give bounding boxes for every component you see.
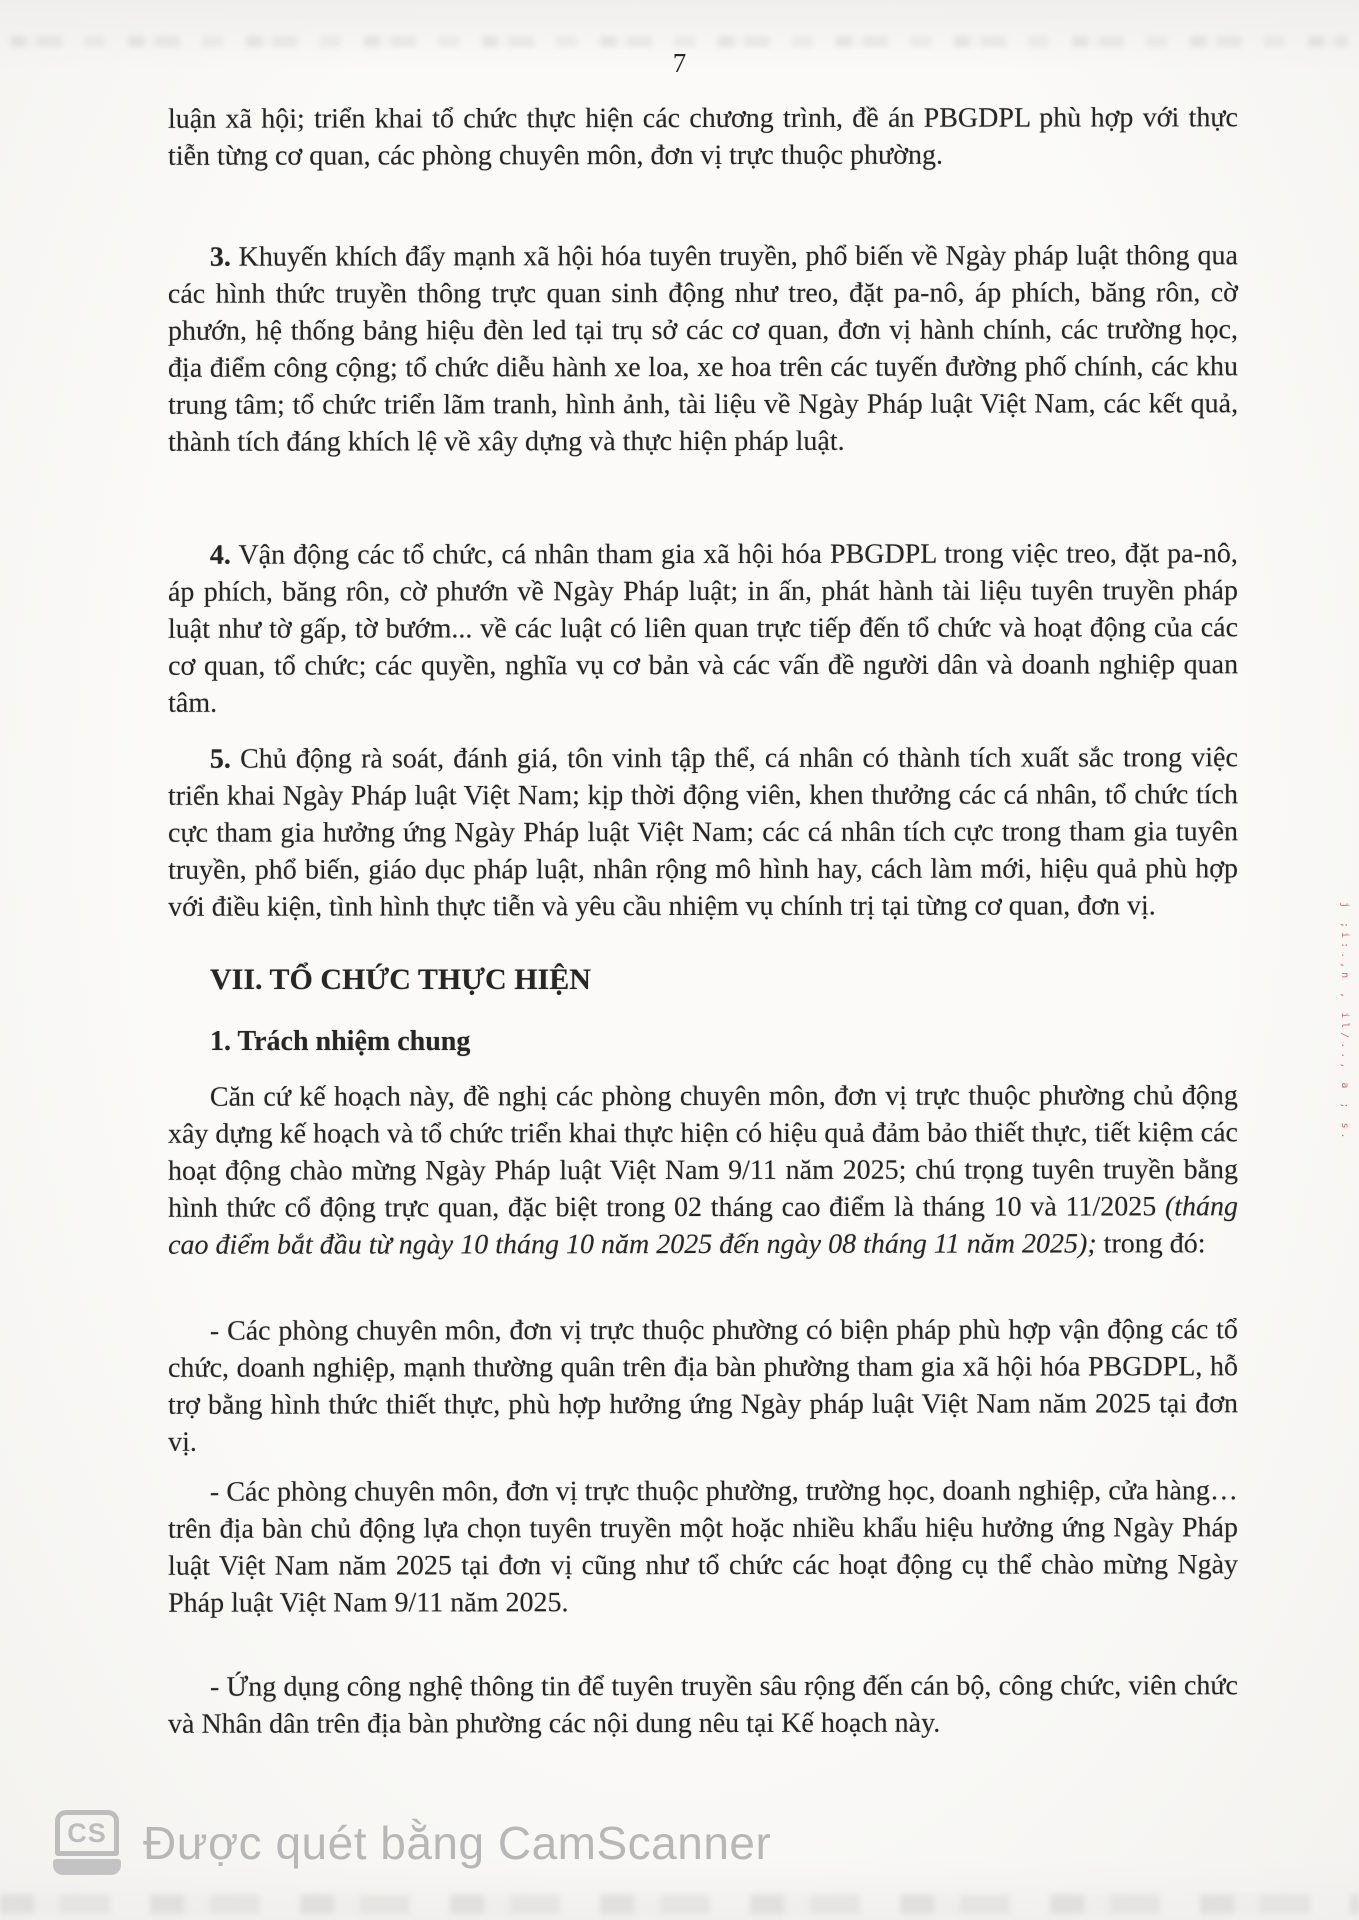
paragraph-5-text: Chủ động rà soát, đánh giá, tôn vinh tập thể, cá nhân có thành tích xuất sắc trong việc triển khai Ngày Pháp luật Việt Nam; kịp thời động viên, khen thưởng các cá nhân, tổ chức tích cực tham gia hưởng ứng Ngày Pháp luật Việt Nam; các cá nhân tích cực trong tham gia tuyên truyền, phổ biến, giáo dục pháp luật, nhân rộng mô hình hay, cách làm mới, hiệu quả phù hợp với điều kiện, tình hình thực tiễn và yêu cầu nhiệm vụ chính trị tại từng cơ quan, đơn vị. <box>167 742 1239 923</box>
paragraph-3 <box>168 237 1238 460</box>
page-number: 7 <box>672 48 687 78</box>
paragraph-3-text: Khuyến khích đẩy mạnh xã hội hóa tuyên truyền, phổ biến về Ngày pháp luật thông qua các hình thức truyền thông trực quan sinh động như treo, đặt pa-nô, áp phích, băng rôn, cờ phướn, hệ thống bảng hiệu đèn led tại trụ sở các cơ quan, đơn vị hành chính, các trường học, địa điểm công cộng; tổ chức diễu hành xe loa, xe hoa trên các tuyến đường phố chính, các khu trung tâm; tổ chức triển lãm tranh, hình ảnh, tài liệu về Ngày Pháp luật Việt Nam, các kết quả, thành tích đáng khích lệ về xây dựng và thực hiện pháp luật. <box>167 240 1239 458</box>
margin-annotation-red-marks: j ;i:.,n , il/.., a ; s. <box>1339 902 1350 1143</box>
camscanner-logo-icon <box>55 1810 121 1875</box>
paragraph-responsibility-tail: trong đó: <box>1096 1228 1206 1260</box>
scan-noise-band-bottom <box>0 1894 1359 1914</box>
paragraph-responsibility-lead: Căn cứ kế hoạch này, đề nghị các phòng chuyên môn, đơn vị trực thuộc phường chủ động xây dựng kế hoạch và tổ chức triển khai thực hiện có hiệu quả đảm bảo thiết thực, tiết kiệm các hoạt động chào mừng Ngày Pháp luật Việt Nam 9/11 năm 2025; chú trọng tuyên truyền bằng hình thức cổ động trực quan, đặc biệt trong 02 tháng cao điểm là tháng 10 và 11/2025 <box>167 1080 1239 1224</box>
paragraph-5 <box>168 739 1238 925</box>
paragraph-5-number: 5. <box>209 743 231 775</box>
paragraph-intro-continuation: luận xã hội; triển khai tổ chức thực hiện các chương trình, đề án PBGDPL phù hợp với thực tiễn từng cơ quan, các phòng chuyên môn, đơn vị trực thuộc phường. <box>167 102 1238 172</box>
paragraph-4-text: Vận động các tổ chức, cá nhân tham gia xã hội hóa PBGDPL trong việc treo, đặt pa-nô, áp phích, băng rôn, cờ phướn về Ngày Pháp luật; in ấn, phát hành tài liệu tuyên truyền pháp luật như tờ gấp, tờ bướm... về các luật có liên quan trực tiếp đến tổ chức và hoạt động của các cơ quan, tổ chức; các quyền, nghĩa vụ cơ bản và các vấn đề người dân và doanh nghiệp quan tâm. <box>167 538 1239 719</box>
camscanner-logo-cs-text: CS <box>55 1810 119 1856</box>
paragraph-responsibility <box>168 1077 1238 1263</box>
section-heading-vii: VII. TỔ CHỨC THỰC HIỆN <box>210 963 591 996</box>
camscanner-watermark-text: Được quét bằng CamScanner <box>143 1816 772 1869</box>
scan-bleedthrough-band <box>10 36 1349 47</box>
paragraph-responsibility-italic: (tháng cao điểm bắt đầu từ ngày 10 tháng 10 năm 2025 đến ngày 08 tháng 11 năm 2025); <box>168 1191 1239 1261</box>
paragraph-4 <box>168 535 1238 721</box>
camscanner-logo-bar <box>53 1859 121 1875</box>
camscanner-watermark <box>55 1810 771 1875</box>
paragraph-3-number: 3. <box>209 241 231 273</box>
paragraph-4-number: 4. <box>209 539 231 571</box>
paragraph-dash-3: - Ứng dụng công nghệ thông tin để tuyên truyền sâu rộng đến cán bộ, công chức, viên chức và Nhân dân trên địa bàn phường các nội dung nêu tại Kế hoạch này. <box>168 1670 1238 1740</box>
paragraph-dash-1: - Các phòng chuyên môn, đơn vị trực thuộc phường có biện pháp phù hợp vận động các tổ chức, doanh nghiệp, mạnh thường quân trên địa bàn phường tham gia xã hội hóa PBGDPL, hỗ trợ bằng hình thức thiết thực, phù hợp hưởng ứng Ngày pháp luật Việt Nam năm 2025 tại đơn vị. <box>167 1314 1239 1458</box>
paragraph-dash-2: - Các phòng chuyên môn, đơn vị trực thuộc phường, trường học, doanh nghiệp, cửa hàng…trên địa bàn chủ động lựa chọn tuyên truyền một hoặc nhiều khẩu hiệu hưởng ứng Ngày Pháp luật Việt Nam năm 2025 tại đơn vị cũng như tổ chức các hoạt động cụ thể chào mừng Ngày Pháp luật Việt Nam 9/11 năm 2025. <box>167 1475 1239 1619</box>
subsection-heading-1: 1. Trách nhiệm chung <box>210 1026 471 1057</box>
